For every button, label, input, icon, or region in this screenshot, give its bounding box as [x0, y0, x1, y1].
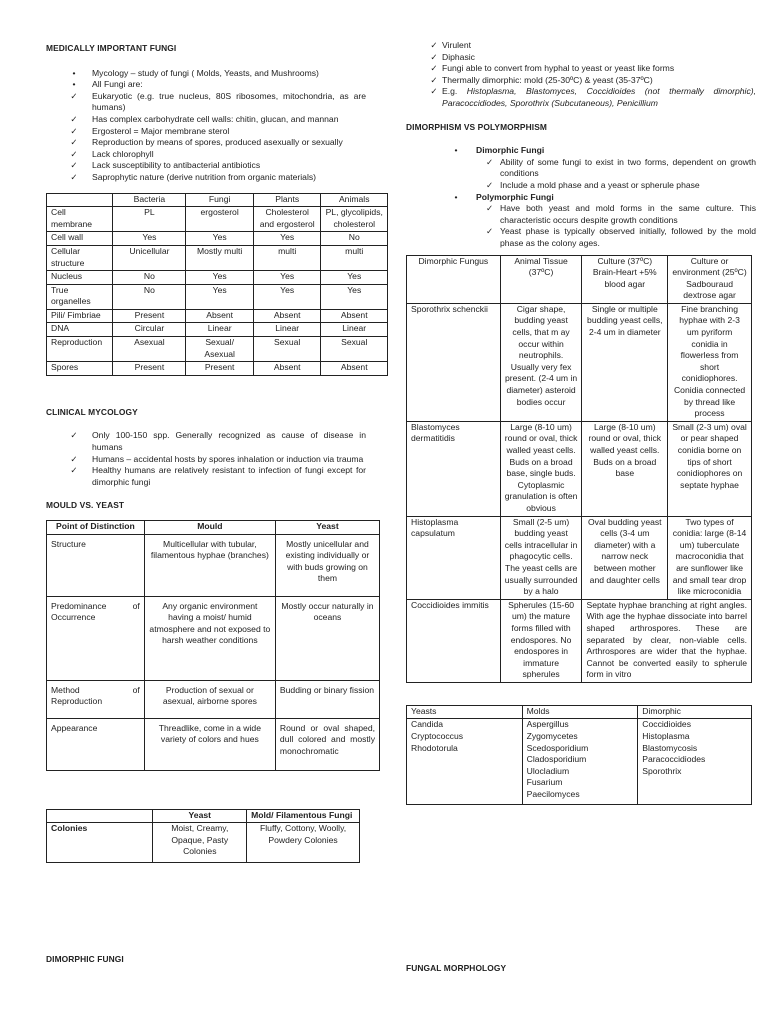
table-cell: Absent: [321, 309, 388, 323]
list-item: [406, 203, 756, 226]
table-cell: Yes: [253, 232, 321, 246]
table-cell: Asexual: [113, 337, 186, 362]
check-icon: ✓: [70, 171, 78, 182]
row-label-cell: Structure: [47, 534, 145, 596]
table-cell: Sexual: [253, 337, 321, 362]
table-cell: Unicellular: [113, 245, 186, 270]
list-item-text: Has complex carbohydrate cell walls: chitin, glucan, and mannan: [92, 113, 339, 124]
section-heading-fungal-morphology: FUNGAL MORPHOLOGY: [406, 963, 507, 973]
table-row: [47, 596, 380, 680]
table-row: [407, 516, 752, 599]
row-label-cell: True organelles: [47, 284, 113, 309]
table-header-row: [407, 255, 752, 303]
table-cell: Linear: [321, 323, 388, 337]
list-item: Rhodotorula: [411, 742, 458, 753]
table-row: [47, 271, 388, 285]
list-item: [46, 114, 366, 126]
check-icon: ✓: [430, 74, 438, 85]
list-item: [406, 180, 756, 192]
check-icon: ✓: [430, 86, 438, 97]
check-icon: ✓: [70, 465, 78, 476]
list-item: [406, 75, 756, 87]
table-row: [47, 207, 388, 232]
list-item: Scedosporidium: [526, 742, 589, 753]
table-cell: Fluffy, Cottony, Woolly, Powdery Colonies: [247, 823, 360, 863]
table-row: [47, 718, 380, 770]
table-cell: No: [113, 271, 186, 285]
table-row: [47, 362, 388, 376]
table-cell: Budding or binary fission: [275, 680, 379, 718]
table-row: [407, 421, 752, 516]
table-cell: PL, glycolipids, cholesterol: [321, 207, 388, 232]
list-item: [406, 192, 756, 204]
table-cell: [638, 719, 752, 805]
list-item: Candida: [411, 719, 444, 730]
column-header: Fungi: [186, 193, 254, 207]
list-item-text: Lack chlorophyll: [92, 148, 154, 159]
dimorphic-fungi-heading-list: [406, 145, 756, 157]
list-item: Paecilomyces: [526, 789, 580, 800]
column-header: Bacteria: [113, 193, 186, 207]
list-item-text: Virulent: [442, 40, 471, 50]
column-header: Yeast: [153, 809, 247, 823]
list-item-text: Yeast phase is typically observed initially, followed by the mold phase as the colony ages.: [500, 226, 756, 248]
table-cell: Mostly unicellular and existing individually or with buds growing on them: [275, 534, 379, 596]
row-label-cell: Colonies: [47, 823, 153, 863]
list-item-text: Mycology – study of fungi ( Molds, Yeasts, and Mushrooms): [92, 67, 319, 78]
column-header: Mold/ Filamentous Fungi: [247, 809, 360, 823]
check-icon: ✓: [430, 63, 438, 74]
row-label-cell: Blastomyces dermatitidis: [407, 421, 501, 516]
list-item-text: Only 100-150 spp. Generally recognized as cause of disease in humans: [92, 430, 366, 453]
table-cell: No: [321, 232, 388, 246]
column-header: Molds: [522, 705, 638, 719]
dimorphic-fungi-label: Dimorphic Fungi: [476, 145, 545, 156]
list-item: Zygomycetes: [526, 731, 578, 742]
table-cell: Absent: [321, 362, 388, 376]
list-item-text: Ability of some fungi to exist in two forms, dependent on growth conditions: [500, 156, 756, 179]
column-header: Animal Tissue (37ºC): [500, 255, 582, 303]
check-icon: ✓: [70, 160, 78, 171]
table-row: [47, 323, 388, 337]
row-label-cell: Cell membrane: [47, 207, 113, 232]
table-cell: Yes: [253, 271, 321, 285]
table-cell: Circular: [113, 323, 186, 337]
table-row: [47, 309, 388, 323]
check-icon: ✓: [430, 51, 438, 62]
list-item: [406, 86, 756, 109]
list-item-text: All Fungi are:: [92, 79, 143, 90]
list-item-text: Humans – accidental hosts by spores inhalation or induction via trauma: [92, 453, 364, 464]
row-label-cell: Cell wall: [47, 232, 113, 246]
row-label-cell: Coccidioides immitis: [407, 599, 501, 682]
table-cell: Yes: [321, 271, 388, 285]
yeasts-molds-dimorphic-table: [406, 705, 752, 806]
list-item: [406, 226, 756, 249]
list-item-text: Fungi able to convert from hyphal to yeast or yeast like forms: [442, 63, 675, 74]
list-item: [46, 430, 366, 453]
check-icon: ✓: [430, 40, 438, 50]
table-cell: Yes: [321, 284, 388, 309]
column-header: Culture or environment (25ºC) Sadbouraud dextrose agar: [668, 255, 752, 303]
dimorphic-fungi-items: [406, 157, 756, 192]
table-cell: Yes: [186, 271, 254, 285]
table-cell: Yes: [113, 232, 186, 246]
table-cell: Moist, Creamy, Opaque, Pasty Colonies: [153, 823, 247, 863]
table-cell: Yes: [253, 284, 321, 309]
table-cell: multi: [321, 245, 388, 270]
table-cell: Fine branching hyphae with 2-3 um pyriform conidia in flowerless from short conidiophores. Conidia connected by thread like process: [668, 303, 752, 421]
list-item: Blastomycosis: [642, 742, 698, 753]
row-label-cell: Method of Reproduction: [47, 680, 145, 718]
list-item: [46, 126, 366, 138]
table-cell: Round or oval shaped, dull colored and mostly monochromatic: [275, 718, 379, 770]
polymorphic-fungi-items: [406, 203, 756, 249]
list-item: Sporothrix: [642, 765, 682, 776]
table-row: [407, 303, 752, 421]
column-header: Dimorphic: [638, 705, 752, 719]
table-cell: Mostly occur naturally in oceans: [275, 596, 379, 680]
table-cell: PL: [113, 207, 186, 232]
column-header: Plants: [253, 193, 321, 207]
bullet-icon: •: [72, 79, 76, 90]
list-item-text: Diphasic: [442, 51, 475, 62]
left-column: [46, 40, 383, 964]
list-item: [406, 157, 756, 180]
row-label-cell: Spores: [47, 362, 113, 376]
table-cell: Present: [113, 309, 186, 323]
table-cell: Any organic environment having a moist/ humid atmosphere and not exposed to harsh weather conditions: [144, 596, 275, 680]
section-heading-dimorphism-vs-polymorphism: DIMORPHISM VS POLYMORPHISM: [406, 121, 547, 132]
table-cell: Yes: [186, 284, 254, 309]
table-cell: No: [113, 284, 186, 309]
list-item: [406, 145, 756, 157]
polymorphic-fungi-label: Polymorphic Fungi: [476, 191, 554, 202]
row-label-cell: Appearance: [47, 718, 145, 770]
check-icon: ✓: [486, 156, 494, 167]
check-icon: ✓: [70, 90, 78, 101]
check-icon: ✓: [486, 203, 494, 214]
check-icon: ✓: [486, 179, 494, 190]
example-genera: Histoplasma, Blastomyces, Coccidioides (not thermally dimorphic), Paracoccidiodes, Sporothrix (Subcutaneous), Penicillium: [442, 86, 756, 108]
table-cell: Production of sexual or asexual, airborne spores: [144, 680, 275, 718]
list-item-text: Reproduction by means of spores, produced asexually or sexually: [92, 137, 343, 148]
table-row: [47, 534, 380, 596]
table-row: [407, 599, 752, 682]
list-item: Cryptococcus: [411, 731, 464, 742]
list-item: [46, 465, 366, 488]
column-header: Yeast: [275, 521, 379, 535]
check-icon: ✓: [70, 137, 78, 148]
list-item: Cladosporidium: [526, 754, 587, 765]
bullet-icon: •: [454, 145, 458, 156]
list-item: [46, 149, 366, 161]
table-cell: Two types of conidia: large (8-14 um) tuberculate macroconidia that are sunflower like and small tear drop like microconidia: [668, 516, 752, 599]
table-cell: Absent: [253, 362, 321, 376]
table-row: [47, 245, 388, 270]
list-item-text: Lack susceptibility to antibacterial antibiotics: [92, 160, 261, 171]
table-cell: Absent: [253, 309, 321, 323]
table-cell: Linear: [186, 323, 254, 337]
dimorphic-fungus-table: [406, 255, 752, 683]
list-item: [46, 137, 366, 149]
table-cell: Multicellular with tubular, filamentous hyphae (branches): [144, 534, 275, 596]
table-cell: Yes: [186, 232, 254, 246]
section-heading-dimorphic-fungi: DIMORPHIC FUNGI: [46, 954, 124, 964]
table-cell: Cigar shape, budding yeast cells, that m ay occur within neutrophils. Usually very fex present. (2-4 um in diameter) asteroid bodies occur: [500, 303, 582, 421]
polymorphic-fungi-heading-list: [406, 192, 756, 204]
fungi-bullet-list: [46, 68, 366, 184]
table-cell: Linear: [253, 323, 321, 337]
list-item: [406, 63, 756, 75]
table-cell: Oval budding yeast cells (3-4 um diameter) with a narrow neck between mother and daughter cells: [582, 516, 668, 599]
section-heading-medically-important-fungi: MEDICALLY IMPORTANT FUNGI: [46, 43, 177, 53]
list-item: Histoplasma: [642, 731, 690, 742]
list-item: Coccidioides: [642, 719, 692, 730]
table-cell: ergosterol: [186, 207, 254, 232]
list-item-text: Ergosterol = Major membrane sterol: [92, 125, 230, 136]
list-item-text: Thermally dimorphic: mold (25-30ºC) & yeast (35-37ºC): [442, 74, 653, 85]
table-cell: Mostly multi: [186, 245, 254, 270]
list-item: [406, 40, 756, 52]
column-header: Mould: [144, 521, 275, 535]
row-label-cell: Reproduction: [47, 337, 113, 362]
table-row: [47, 680, 380, 718]
check-icon: ✓: [70, 125, 78, 136]
comparison-table: [46, 193, 388, 376]
row-label-cell: Nucleus: [47, 271, 113, 285]
table-row: [47, 284, 388, 309]
table-cell: Septate hyphae branching at right angles. With age the hyphae dissociate into barrel shaped arthrospores. These are separated by clear, non-viable cells. Arthrospores are wider that the hyphae. Cannot be converted easily to spherule form in vitro: [582, 599, 752, 682]
list-item: Paracoccidiodes: [642, 754, 706, 765]
column-header: Culture (37ºC) Brain-Heart +5% blood agar: [582, 255, 668, 303]
list-item-text: Include a mold phase and a yeast or spherule phase: [500, 179, 700, 190]
table-row: [47, 337, 388, 362]
row-label-cell: Predominance of Occurrence: [47, 596, 145, 680]
table-cell: [407, 719, 523, 805]
table-row: [47, 823, 360, 863]
table-cell: [522, 719, 638, 805]
list-item: Ulocladium: [526, 765, 570, 776]
section-heading-mould-vs-yeast: MOULD VS. YEAST: [46, 500, 125, 511]
list-item: [406, 52, 756, 64]
list-item: Aspergillus: [526, 719, 569, 730]
check-icon: ✓: [70, 148, 78, 159]
mould-vs-yeast-table: [46, 520, 380, 771]
table-header-row: [47, 809, 360, 823]
row-label-cell: Cellular structure: [47, 245, 113, 270]
table-cell: multi: [253, 245, 321, 270]
table-cell: Small (2-3 um) oval or pear shaped conidia borne on tips of short conidiophores on septate hyphae: [668, 421, 752, 516]
row-label-cell: Sporothrix schenckii: [407, 303, 501, 421]
table-header-row: [47, 193, 388, 207]
colonies-table: [46, 809, 360, 863]
check-icon: ✓: [70, 430, 78, 441]
list-item: [46, 172, 366, 184]
check-icon: ✓: [70, 113, 78, 124]
list-item-text: Saprophytic nature (derive nutrition from organic materials): [92, 171, 317, 182]
bullet-icon: •: [72, 67, 76, 78]
column-header: [47, 193, 113, 207]
table-cell: Spherules (15-60 um) the mature forms filled with endospores. No endospores in immature spherules: [500, 599, 582, 682]
list-item-text: Eukaryotic (e.g. true nucleus, 80S ribosomes, mitochondria, as are humans): [92, 90, 366, 113]
table-cell: Present: [186, 362, 254, 376]
table-cell: Single or multiple budding yeast cells, 2-4 um in diameter: [582, 303, 668, 421]
table-cell: Sexual/ Asexual: [186, 337, 254, 362]
column-header: Yeasts: [407, 705, 523, 719]
list-item-text: Healthy humans are relatively resistant to infection of fungi except for dimorphic fungi: [92, 465, 366, 487]
column-header: [47, 809, 153, 823]
table-cell: Large (8-10 um) round or oval, thick walled yeast cells. Buds on a broad base: [582, 421, 668, 516]
bullet-icon: •: [454, 191, 458, 202]
list-item: [46, 91, 366, 114]
clinical-bullet-list: [46, 430, 366, 488]
right-column: [406, 40, 756, 973]
section-heading-clinical-mycology: CLINICAL MYCOLOGY: [46, 406, 138, 417]
table-header-row: [47, 521, 380, 535]
list-item: [46, 79, 366, 91]
example-prefix: E.g.: [442, 86, 467, 97]
list-item: [46, 68, 366, 80]
table-cell: Large (8-10 um) round or oval, thick walled yeast cells. Buds on a broad base, single buds. Cytoplasmic granulation is often obvious: [500, 421, 582, 516]
check-icon: ✓: [486, 226, 494, 237]
table-cell: Cholesterol and ergosterol: [253, 207, 321, 232]
row-label-cell: DNA: [47, 323, 113, 337]
list-item: [46, 160, 366, 172]
row-label-cell: Pili/ Fimbriae: [47, 309, 113, 323]
table-cell: Small (2-5 um) budding yeast cells intracellular in phagocytic cells. The yeast cells are usually surrounded by a halo: [500, 516, 582, 599]
column-header: Animals: [321, 193, 388, 207]
row-label-cell: Histoplasma capsulatum: [407, 516, 501, 599]
column-header: Point of Distinction: [47, 521, 145, 535]
table-cell: Absent: [186, 309, 254, 323]
dimorphic-traits-list: [406, 40, 756, 86]
list-item-text: Have both yeast and mold forms in the same culture. This characteristic occurs despite growth conditions: [500, 203, 756, 225]
table-cell: Sexual: [321, 337, 388, 362]
table-row: [407, 719, 752, 805]
list-item: [46, 454, 366, 466]
column-header: Dimorphic Fungus: [407, 255, 501, 303]
dimorphic-example-list: [406, 86, 756, 109]
check-icon: ✓: [70, 453, 78, 464]
table-row: [47, 232, 388, 246]
table-cell: Present: [113, 362, 186, 376]
table-cell: Threadlike, come in a wide variety of colors and hues: [144, 718, 275, 770]
table-header-row: [407, 705, 752, 719]
list-item: Fusarium: [526, 777, 563, 788]
